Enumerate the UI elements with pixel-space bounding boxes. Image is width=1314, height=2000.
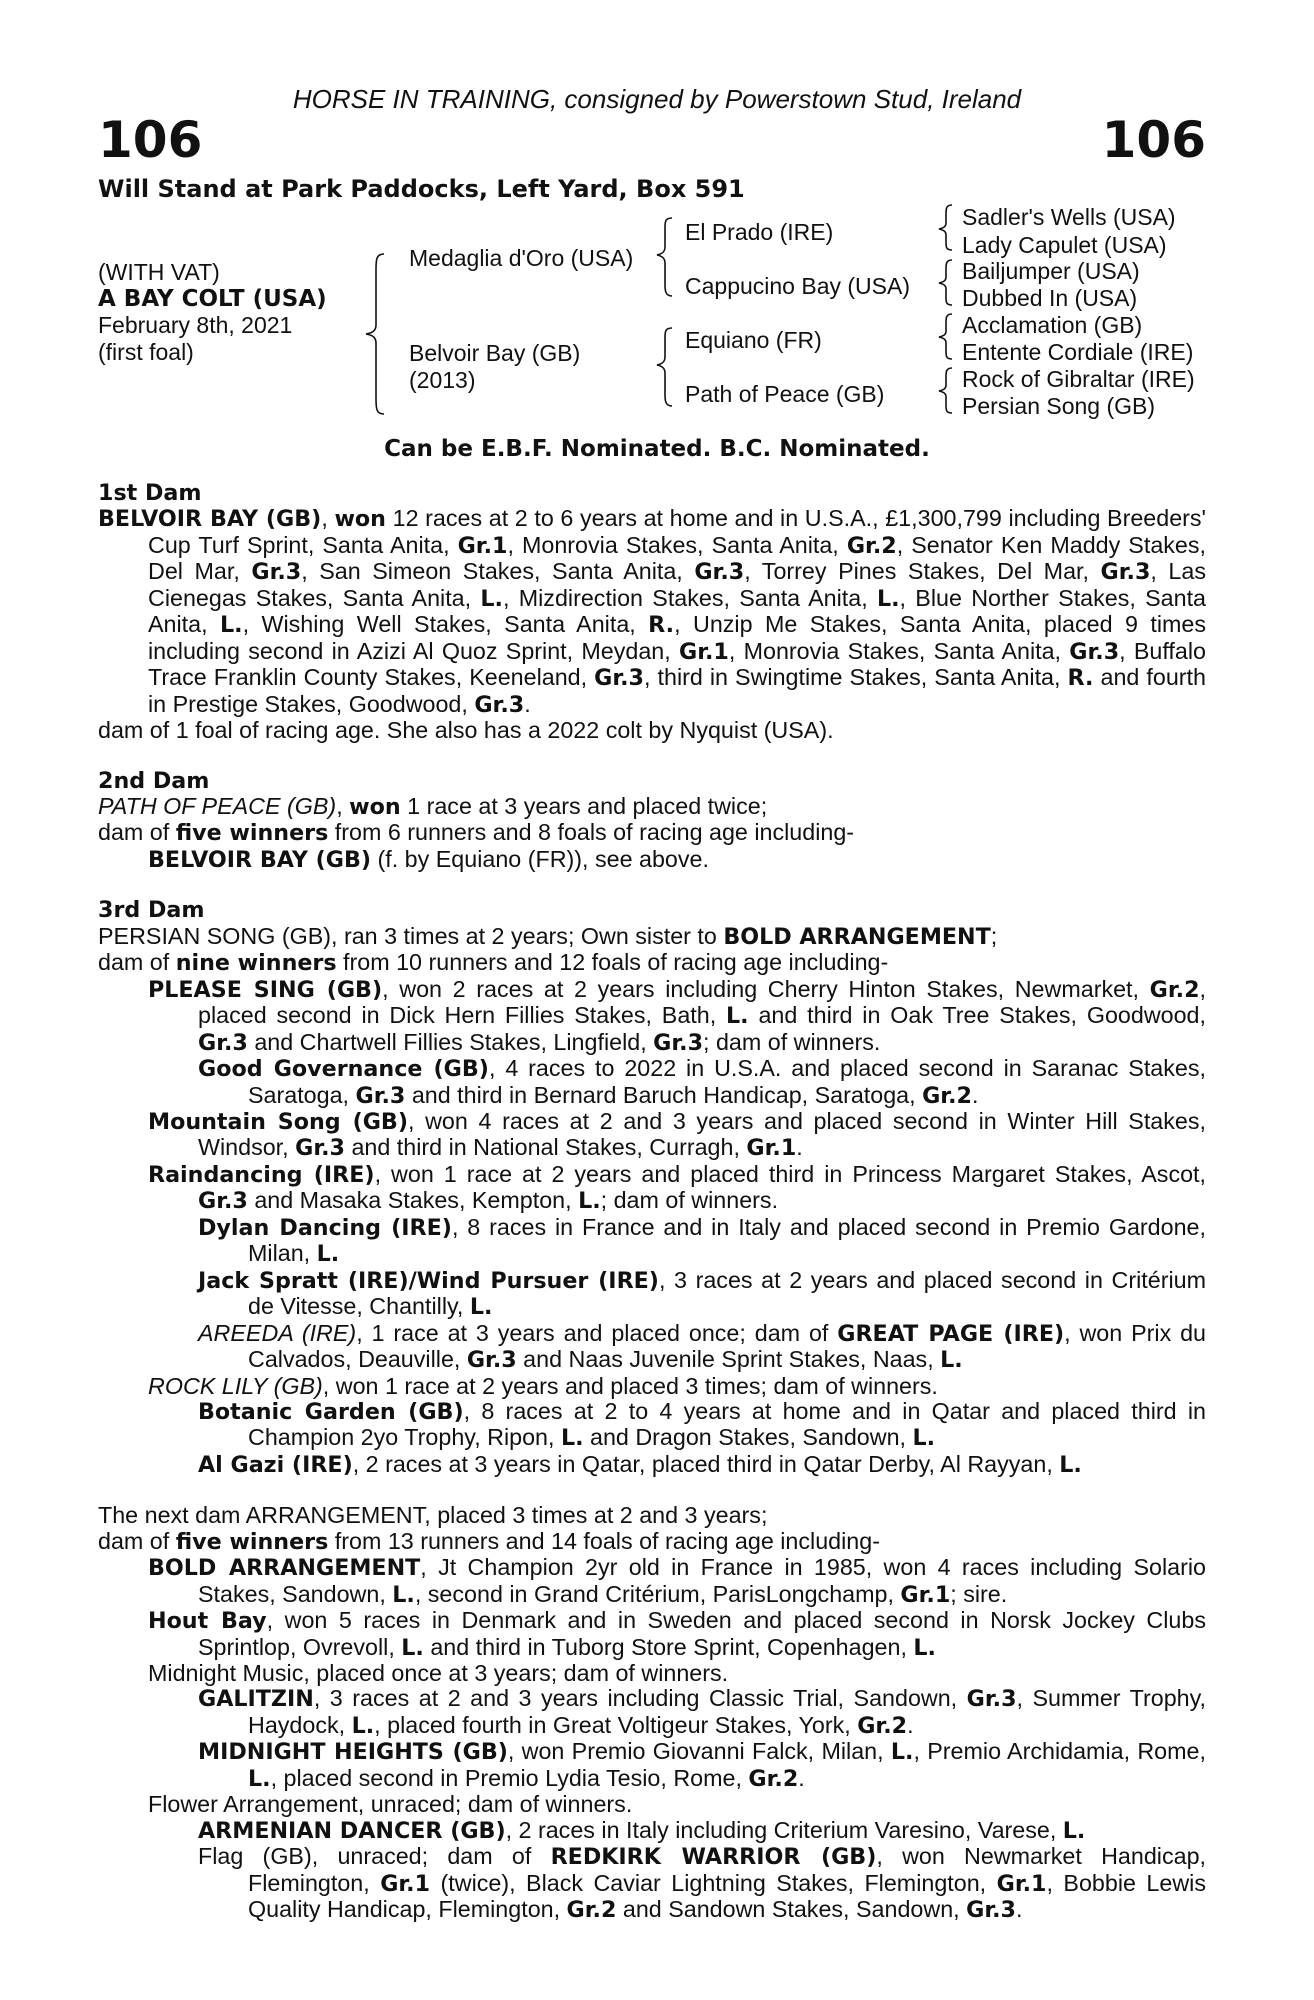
text-run: (twice), Black Caviar Lightning Stakes, Flemington, (430, 1869, 997, 1896)
first-foal-note: (first foal) (98, 339, 194, 365)
dam-dam: Path of Peace (GB) (685, 381, 885, 407)
bold-text: Gr.3 (355, 1082, 406, 1109)
text-run: from 13 runners and 14 foals of racing age including- (328, 1527, 880, 1554)
text-run: , (336, 792, 350, 819)
text-run: , San Simeon Stakes, Santa Anita, (301, 558, 695, 585)
bold-text: Gr.2 (566, 1897, 617, 1924)
text-run: . (971, 1081, 979, 1108)
bold-text: Gr.1 (746, 1135, 797, 1162)
bold-text: Gr.1 (996, 1870, 1047, 1897)
bold-text: L. (1059, 1451, 1082, 1478)
first-dam-produce: dam of 1 foal of racing age. She also has a 2022 colt by Nyquist (USA). (98, 717, 834, 744)
text-run: , Bobbie Lewis Quality Handicap, Flemington, (248, 1869, 1206, 1923)
pedigree-entry (98, 1661, 1206, 1686)
text-run: , Mizdirection Stakes, Santa Anita, (502, 584, 877, 611)
text-run: 12 races at 2 to 6 years at home and in U.S.A., £1,300,799 including Breeders' Cup Turf Sprint, Santa Anita, (148, 505, 1207, 558)
foaling-date: February 8th, 2021 (98, 312, 293, 338)
text-run: . (524, 690, 531, 717)
text-run: and Dragon Stakes, Sandown, (583, 1424, 913, 1451)
subject-description: A BAY COLT (USA) (98, 286, 327, 312)
bold-text: BOLD ARRANGEMENT (148, 1555, 421, 1582)
bold-text: MIDNIGHT HEIGHTS (GB) (198, 1739, 508, 1766)
pedigree-entry (98, 1608, 1206, 1661)
bold-text: L. (392, 1581, 415, 1608)
bold-text: L. (578, 1188, 601, 1215)
text-run: ; dam of winners. (703, 1028, 881, 1055)
text-run: , 4 races to 2022 in U.S.A. and placed second in Saranac Stakes, Saratoga, (248, 1055, 1206, 1108)
bold-text: L. (1062, 1817, 1086, 1844)
text-run: , Torrey Pines Stakes, Del Mar, (744, 558, 1101, 585)
consignor-line: HORSE IN TRAINING, consigned by Powerstown Stud, Ireland (292, 84, 1022, 114)
third-dam-lines (98, 924, 1206, 1479)
bold-text: Gr.2 (748, 1765, 799, 1792)
bold-text: L. (401, 1634, 424, 1661)
first-dam-record (98, 506, 1206, 718)
bold-text: Gr.3 (1100, 559, 1151, 586)
bold-text: Botanic Garden (GB) (198, 1398, 464, 1425)
bold-text: Raindancing (IRE) (148, 1161, 375, 1188)
bold-text: Gr.1 (380, 1870, 431, 1897)
bold-text: L. (469, 1294, 493, 1321)
text-run: , 3 races at 2 years and placed second in Critérium de Vitesse, Chantilly, (248, 1266, 1206, 1320)
pedigree-entry (98, 1056, 1206, 1109)
gen3-2: Lady Capulet (USA) (962, 232, 1167, 258)
pedigree-entry (98, 1818, 1206, 1844)
text-run: and third in National Stakes, Curragh, (344, 1134, 747, 1161)
nominations: Can be E.B.F. Nominated. B.C. Nominated. (384, 436, 930, 462)
third-dam-heading: 3rd Dam (98, 897, 205, 924)
text-run: , Blue Norther Stakes, Santa Anita, (148, 584, 1206, 638)
bold-text: Jack Spratt (IRE)/Wind Pursuer (IRE) (198, 1267, 659, 1294)
bold-text: R. (1067, 665, 1094, 692)
text-run: , won 1 race at 2 years and placed 3 times; dam of winners. (322, 1372, 938, 1399)
pedigree-entry (98, 1452, 1206, 1478)
text-run: and fourth in Prestige Stakes, Goodwood, (148, 664, 1206, 717)
text-run: PERSIAN SONG (GB), ran 3 times at 2 years; Own sister to (98, 922, 724, 949)
pedigree-notes (98, 481, 1206, 1924)
text-run: , Monrovia Stakes, Santa Anita, (728, 637, 1070, 664)
bold-text: PLEASE SING (GB) (148, 976, 383, 1003)
pedigree-entry (98, 1162, 1206, 1215)
bold-text: Gr.1 (678, 638, 729, 665)
bold-text: ARMENIAN DANCER (GB) (198, 1817, 506, 1844)
text-run: . (1015, 1896, 1023, 1923)
bold-text: Hout Bay (148, 1608, 267, 1635)
text-run: . (796, 1134, 803, 1161)
text-run: , 8 races in France and in Italy and placed second in Premio Gardone, Milan, (248, 1213, 1206, 1267)
bold-text: Gr.2 (846, 532, 897, 559)
bold-text: Gr.3 (966, 1686, 1017, 1713)
first-dam-heading: 1st Dam (98, 480, 202, 506)
bold-text: won (334, 506, 386, 533)
text-run: , Premio Archidamia, Rome, (913, 1738, 1206, 1765)
text-run: dam of (98, 1527, 176, 1554)
text-run: dam of (98, 949, 176, 976)
text-run: , 1 race at 3 years and placed once; dam of (356, 1319, 838, 1346)
bold-text: Gr.3 (198, 1029, 248, 1056)
pedigree-entry (98, 1739, 1206, 1792)
bold-text: REDKIRK WARRIOR (GB) (550, 1844, 877, 1871)
bold-text: L. (480, 585, 503, 612)
text-run: , won Prix du Calvados, Deauville, (248, 1319, 1207, 1373)
text-run: and Sandown Stakes, Sandown, (616, 1896, 967, 1923)
text-run: , 8 races at 2 to 4 years at home and in Qatar and placed third in Champion 2yo Trophy, Ripon, (248, 1397, 1206, 1451)
gen3-7: Rock of Gibraltar (IRE) (962, 366, 1195, 392)
next-dam-lines (98, 1503, 1206, 1923)
text-run: , (321, 505, 335, 532)
bold-text: BELVOIR BAY (GB) (98, 506, 322, 533)
bold-text: Gr.1 (457, 532, 508, 559)
bold-text: Gr.3 (295, 1135, 345, 1162)
pedigree-entry (98, 820, 1206, 846)
text-run: , won 1 race at 2 years and placed third in Princess Margaret Stakes, Ascot, (374, 1160, 1206, 1187)
italic-text: AREEDA (IRE) (198, 1319, 357, 1346)
dam-sire: Equiano (FR) (685, 327, 822, 353)
bold-text: Gr.2 (922, 1082, 972, 1109)
text-run: ; sire. (950, 1580, 1008, 1607)
bold-text: Gr.3 (198, 1188, 248, 1215)
text-run: and third in Bernard Baruch Handicap, Saratoga, (405, 1081, 923, 1108)
bold-text: five winners (175, 1528, 329, 1555)
pedigree-entry (98, 1374, 1206, 1399)
text-run: (f. by Equiano (FR)), see above. (371, 845, 709, 872)
text-run: , placed fourth in Great Voltigeur Stakes, York, (374, 1711, 858, 1738)
bold-text: nine winners (175, 950, 337, 977)
pedigree-entry (98, 1529, 1206, 1555)
bold-text: GREAT PAGE (IRE) (837, 1320, 1065, 1347)
text-run: and Chartwell Fillies Stakes, Lingfield, (247, 1028, 654, 1055)
bold-text: Gr.3 (966, 1897, 1016, 1924)
second-dam-heading: 2nd Dam (98, 767, 210, 794)
sire-dam: Cappucino Bay (USA) (685, 273, 910, 299)
text-run: . (907, 1711, 914, 1738)
text-run: , placed second in Premio Lydia Tesio, Rome, (270, 1764, 749, 1791)
text-run: , 3 races at 2 and 3 years including Classic Trial, Sandown, (313, 1685, 967, 1712)
text-run: , Las Cienegas Stakes, Santa Anita, (148, 558, 1206, 611)
text-run: ; (990, 922, 998, 949)
text-run: and third in Oak Tree Stakes, Goodwood, (748, 1002, 1206, 1029)
sire-sire: El Prado (IRE) (685, 219, 834, 245)
bold-text: five winners (175, 820, 329, 847)
text-run: Midnight Music, placed once at 3 years; dam of winners. (148, 1660, 729, 1687)
bold-text: BELVOIR BAY (GB) (148, 846, 372, 873)
bold-text: Dylan Dancing (IRE) (198, 1214, 452, 1241)
gen3-5: Acclamation (GB) (962, 312, 1143, 338)
text-run: , second in Grand Critérium, ParisLongchamp, (414, 1580, 901, 1607)
text-run: , won 5 races in Denmark and in Sweden and placed second in Norsk Jockey Clubs Sprintlop, Ovrevoll, (198, 1607, 1206, 1660)
bold-text: L. (560, 1425, 584, 1452)
bold-text: L. (940, 1347, 963, 1374)
bold-text: Gr.3 (1069, 638, 1120, 665)
bold-text: Gr.3 (694, 559, 745, 586)
pedigree-entry (98, 1109, 1206, 1162)
text-run: , 2 races in Italy including Criterium Varesino, Varese, (505, 1816, 1063, 1843)
pedigree-entry (98, 1792, 1206, 1817)
gen3-6: Entente Cordiale (IRE) (962, 339, 1194, 365)
text-run: , won Premio Giovanni Falck, Milan, (507, 1738, 891, 1765)
text-run: from 10 runners and 12 foals of racing age including- (336, 949, 889, 976)
bold-text: Gr.2 (1149, 976, 1200, 1003)
text-run: 1 race at 3 years and placed twice; (400, 792, 768, 819)
bold-text: L. (913, 1634, 936, 1661)
sire: Medaglia d'Oro (USA) (409, 245, 634, 271)
pedigree-entry (98, 977, 1206, 1056)
text-run: . (798, 1764, 805, 1791)
pedigree-entry (98, 1686, 1206, 1739)
pedigree-entry (98, 794, 1206, 820)
bold-text: L. (351, 1712, 375, 1739)
pedigree-entry (98, 1555, 1206, 1608)
text-run: , Monrovia Stakes, Santa Anita, (507, 531, 847, 558)
text-run: and Masaka Stakes, Kempton, (247, 1187, 579, 1214)
italic-text: ROCK LILY (GB) (148, 1372, 323, 1399)
bold-text: L. (876, 585, 900, 612)
dam-year: (2013) (409, 367, 476, 393)
gen3-1: Sadler's Wells (USA) (962, 204, 1176, 230)
vat-note: (WITH VAT) (98, 259, 220, 285)
text-run: and third in Tuborg Store Sprint, Copenhagen, (423, 1633, 914, 1660)
text-run: The next dam ARRANGEMENT, placed 3 times at 2 and 3 years; (98, 1502, 768, 1529)
text-run: , Summer Trophy, Haydock, (248, 1685, 1207, 1738)
lot-number-left: 106 (98, 111, 203, 169)
text-run: , placed second in Dick Hern Fillies Stakes, Bath, (198, 975, 1206, 1029)
text-run: Flower Arrangement, unraced; dam of winners. (148, 1791, 633, 1818)
pedigree-entry (98, 1503, 1206, 1528)
pedigree-entry (98, 1844, 1206, 1923)
bold-text: Gr.3 (474, 691, 525, 718)
text-run: ; dam of winners. (600, 1187, 779, 1214)
pedigree-entry (98, 1399, 1206, 1452)
pedigree-entry (98, 1321, 1206, 1374)
text-run: , Buffalo Trace Franklin County Stakes, Keeneland, (148, 637, 1206, 691)
lot-number-right: 106 (1101, 111, 1206, 169)
bold-text: Gr.3 (594, 665, 644, 692)
bold-text: L. (912, 1425, 936, 1452)
bold-text: R. (648, 612, 675, 639)
text-run: from 6 runners and 8 foals of racing age including- (328, 819, 855, 846)
bold-text: L. (726, 1003, 749, 1030)
bold-text: Mountain Song (GB) (148, 1108, 408, 1135)
bold-text: won (349, 793, 401, 820)
bold-text: Al Gazi (IRE) (198, 1451, 353, 1478)
text-run: , third in Swingtime Stakes, Santa Anita, (644, 664, 1068, 691)
bold-text: L. (220, 612, 243, 639)
stand-location: Will Stand at Park Paddocks, Left Yard, Box 591 (98, 175, 745, 203)
text-run: , 2 races at 3 years in Qatar, placed third in Qatar Derby, Al Rayyan, (352, 1450, 1060, 1477)
text-run: , Wishing Well Stakes, Santa Anita, (242, 611, 649, 638)
bold-text: Gr.1 (900, 1581, 951, 1608)
text-run: , Jt Champion 2yr old in France in 1985, won 4 races including Solario Stakes, Sandown, (198, 1554, 1206, 1607)
pedigree-entry (98, 1215, 1206, 1268)
bold-text: L. (316, 1241, 340, 1268)
bold-text: Gr.3 (466, 1347, 517, 1374)
text-run: , Unzip Me Stakes, Santa Anita, placed 9 times including second in Azizi Al Quoz Sprint, Meydan, (148, 611, 1207, 664)
gen3-8: Persian Song (GB) (962, 393, 1156, 419)
text-run: dam of (98, 819, 176, 846)
italic-text: PATH OF PEACE (GB) (98, 792, 337, 819)
bold-text: Gr.3 (653, 1029, 704, 1056)
text-run: , won Newmarket Handicap, Flemington, (248, 1843, 1207, 1896)
text-run: , won 4 races at 2 and 3 years and placed second in Winter Hill Stakes, Windsor, (198, 1107, 1206, 1161)
second-dam-lines (98, 794, 1206, 873)
bold-text: L. (248, 1765, 271, 1792)
bold-text: Good Governance (GB) (198, 1056, 489, 1083)
bold-text: Gr.3 (251, 559, 302, 586)
bold-text: GALITZIN (198, 1686, 314, 1713)
text-run: , Senator Ken Maddy Stakes, Del Mar, (148, 531, 1207, 585)
pedigree-entry (98, 924, 1206, 950)
text-run: , won 2 races at 2 years including Cherry Hinton Stakes, Newmarket, (382, 975, 1150, 1002)
pedigree-entry (98, 1268, 1206, 1321)
pedigree-entry (98, 950, 1206, 976)
dam: Belvoir Bay (GB) (409, 340, 581, 366)
text-run: Flag (GB), unraced; dam of (198, 1843, 551, 1870)
pedigree-entry (98, 847, 1206, 873)
gen3-3: Bailjumper (USA) (962, 258, 1140, 284)
text-run: and Naas Juvenile Sprint Stakes, Naas, (516, 1346, 941, 1373)
bold-text: BOLD ARRANGEMENT (723, 923, 991, 950)
bold-text: Gr.2 (857, 1712, 908, 1739)
bold-text: L. (890, 1739, 914, 1766)
gen3-4: Dubbed In (USA) (962, 285, 1138, 311)
